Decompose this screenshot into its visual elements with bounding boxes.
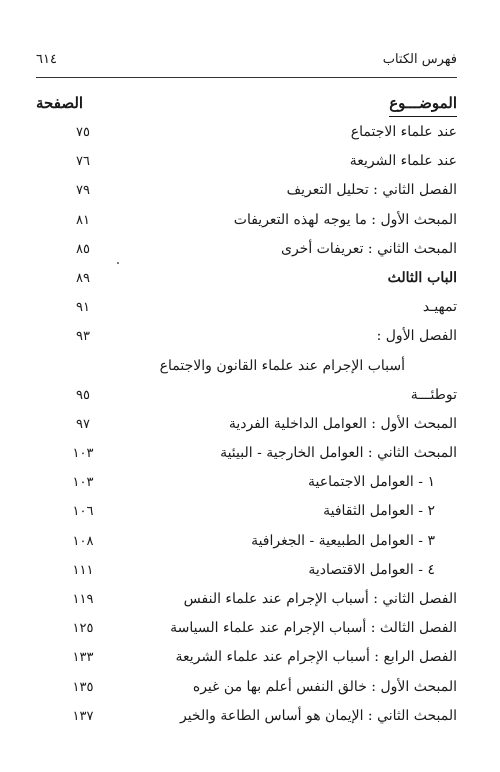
index-entry — [36, 702, 457, 731]
entry-title: الفصل الرابع : أسباب الإجرام عند علماء الشريعة — [175, 649, 457, 666]
index-entry — [36, 497, 457, 526]
entry-page-number: ٩٣ — [76, 329, 90, 345]
entry-page-number: ٧٩ — [76, 183, 90, 199]
entry-title: الفصل الثالث : أسباب الإجرام عند علماء السياسة — [170, 620, 457, 637]
running-head — [36, 50, 457, 70]
entry-title: تمهيـد — [422, 299, 457, 316]
column-headers — [36, 92, 457, 114]
entry-page-number: ١٣٥ — [72, 679, 94, 695]
entry-title: ٤ - العوامل الاقتصادية — [308, 561, 435, 578]
entry-page-number: ٩٥ — [76, 387, 90, 403]
index-entry — [36, 439, 457, 468]
entry-title: المبحث الأول : العوامل الداخلية الفردية — [228, 415, 457, 432]
index-entry — [36, 147, 457, 176]
entry-title: المبحث الأول : ما يوجه لهذه التعريفات — [233, 211, 457, 228]
entry-page-number: ١٠٣ — [72, 446, 94, 462]
index-entry — [36, 643, 457, 672]
entry-title: أسباب الإجرام عند علماء القانون والاجتماع — [159, 357, 405, 374]
entry-page-number: ٩١ — [76, 300, 90, 316]
index-entry — [36, 556, 457, 585]
page-column-header: الصفحة — [36, 94, 84, 112]
entry-page-number: ٧٦ — [76, 154, 90, 170]
index-entry — [36, 352, 457, 381]
entry-title: ٣ - العوامل الطبيعية - الجغرافية — [251, 532, 435, 549]
index-entry — [36, 614, 457, 643]
page-number: ٦١٤ — [36, 52, 57, 67]
entry-title: عند علماء الاجتماع — [350, 124, 457, 140]
entry-title: المبحث الثاني : تعريفات أخرى — [280, 240, 457, 257]
entry-page-number: ١٠٨ — [72, 533, 94, 549]
entry-page-number: ١١٩ — [72, 592, 94, 607]
index-entry — [36, 235, 457, 264]
entry-title: المبحث الثاني : العوامل الخارجية - البيئية — [220, 445, 457, 462]
entry-page-number: ١٣٣ — [72, 650, 94, 666]
entry-title: الباب الثالث — [387, 269, 457, 286]
entry-title: ١ - العوامل الاجتماعية — [308, 474, 435, 491]
index-entry — [36, 468, 457, 497]
entry-page-number: ٨٩ — [76, 270, 90, 286]
entry-title: الفصل الثاني : تحليل التعريف — [286, 182, 457, 199]
entry-page-number: ١٠٦ — [72, 504, 94, 520]
topic-column-header: الموضـــوع — [389, 92, 457, 117]
index-entry — [36, 322, 457, 351]
index-entry — [36, 264, 457, 293]
entry-page-number: ١٣٧ — [72, 708, 94, 724]
index-entry — [36, 206, 457, 235]
entry-title: المبحث الأول : خالق النفس أعلم بها من غيره — [192, 678, 457, 695]
entry-page-number: ٩٧ — [76, 416, 90, 432]
entry-page-number: ٨١ — [76, 212, 90, 228]
index-entry — [36, 381, 457, 410]
print-speck — [117, 262, 119, 264]
index-entries — [36, 118, 457, 731]
index-entry — [36, 118, 457, 147]
index-entry — [36, 176, 457, 205]
entry-title: الفصل الثاني : أسباب الإجرام عند علماء النفس — [183, 591, 457, 607]
entry-page-number: ١١١ — [72, 562, 94, 578]
entry-page-number: ٧٥ — [76, 125, 90, 140]
entry-page-number: ١٢٥ — [72, 621, 94, 637]
entry-page-number: ١٠٣ — [72, 475, 94, 491]
index-entry — [36, 410, 457, 439]
entry-title: المبحث الثاني : الإيمان هو أساس الطاعة والخير — [179, 707, 457, 724]
index-entry — [36, 293, 457, 322]
index-entry — [36, 585, 457, 614]
entry-title: عند علماء الشريعة — [349, 153, 457, 170]
header-rule — [36, 77, 457, 78]
index-entry — [36, 673, 457, 702]
running-title: فهرس الكتاب — [382, 52, 457, 67]
entry-title: الفصل الأول : — [376, 328, 457, 345]
entry-title: توطئـــة — [410, 386, 457, 403]
entry-title: ٢ - العوامل الثقافية — [323, 503, 435, 520]
entry-page-number: ٨٥ — [76, 241, 90, 257]
index-entry — [36, 527, 457, 556]
